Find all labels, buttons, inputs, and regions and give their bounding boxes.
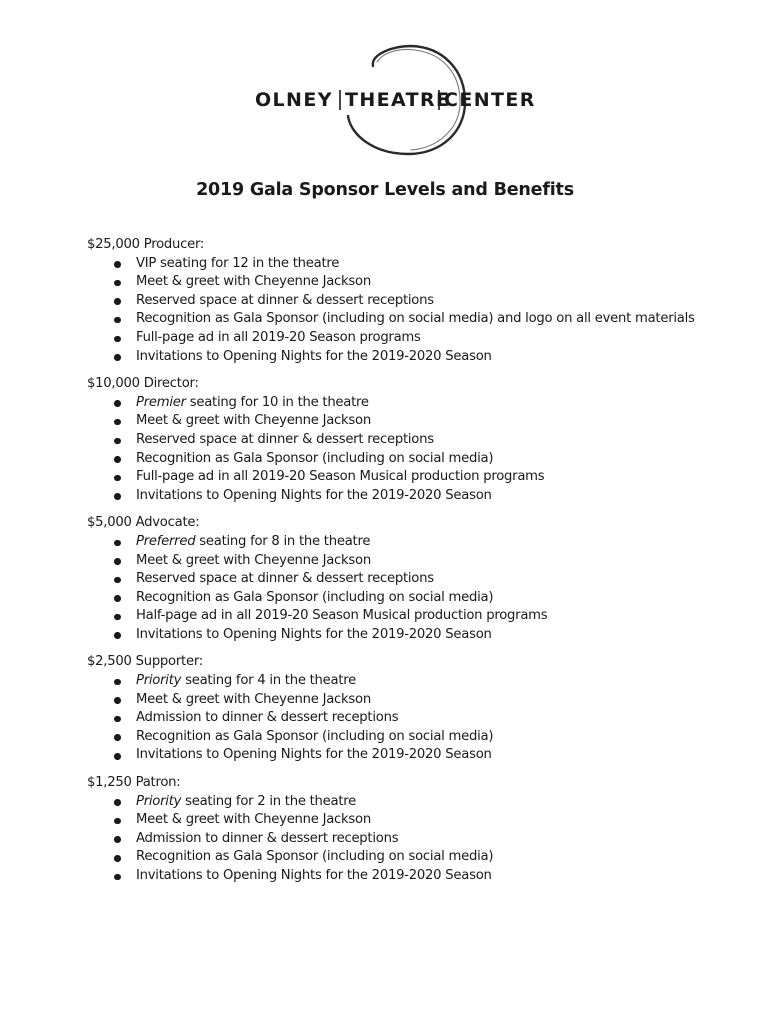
logo-word-theatre: THEATRE [345, 89, 451, 111]
sponsor-level-heading: $10,000 Director: [87, 376, 199, 392]
bullet-icon [114, 400, 121, 407]
benefit-emphasis: Priority [136, 793, 182, 809]
benefit-text: Invitations to Opening Nights for the 2019-2020 Season [136, 487, 492, 503]
benefit-text: Meet & greet with Cheyenne Jackson [136, 812, 371, 828]
benefit-item [87, 570, 757, 589]
benefit-item [87, 811, 757, 830]
benefit-item [87, 431, 757, 450]
benefit-text: Reserved space at dinner & dessert receptions [136, 571, 434, 587]
benefit-list [87, 394, 757, 506]
logo-word-center: CENTER [444, 89, 536, 111]
benefit-item [87, 450, 757, 469]
benefit-item [87, 487, 757, 506]
benefit-text: Admission to dinner & dessert receptions [136, 830, 399, 846]
benefit-item [87, 728, 757, 747]
sponsor-level [87, 653, 757, 765]
sponsor-level [87, 514, 757, 644]
benefit-item [87, 691, 757, 710]
benefit-item [87, 273, 757, 292]
bullet-icon [114, 456, 121, 463]
sponsor-level-heading: $2,500 Supporter: [87, 654, 203, 670]
bullet-icon [114, 298, 121, 305]
benefit-item [87, 292, 757, 311]
benefit-text: Meet & greet with Cheyenne Jackson [136, 274, 371, 290]
benefit-text: Full-page ad in all 2019-20 Season Musical production programs [136, 469, 545, 485]
sponsor-level-heading: $5,000 Advocate: [87, 515, 200, 531]
bullet-icon [114, 836, 121, 843]
bullet-icon [114, 336, 121, 343]
bullet-icon [114, 716, 121, 723]
bullet-icon [114, 799, 121, 806]
bullet-icon [114, 874, 121, 881]
benefit-text: Invitations to Opening Nights for the 2019-2020 Season [136, 626, 492, 642]
bullet-icon [114, 753, 121, 760]
bullet-icon [114, 354, 121, 361]
benefit-item [87, 626, 757, 645]
bullet-icon [114, 419, 121, 426]
benefit-text: Recognition as Gala Sponsor (including on social media) [136, 450, 494, 466]
benefit-text: seating for 4 in the theatre [181, 673, 357, 689]
benefit-text: Reserved space at dinner & dessert receptions [136, 292, 434, 308]
sponsor-levels [87, 236, 757, 895]
bullet-icon [114, 595, 121, 602]
bullet-icon [114, 734, 121, 741]
bullet-icon [114, 855, 121, 862]
sponsor-level [87, 774, 757, 886]
benefit-item [87, 867, 757, 886]
sponsor-level-heading: $25,000 Producer: [87, 237, 205, 252]
benefit-item [87, 830, 757, 849]
benefit-item [87, 310, 757, 329]
benefit-text: Recognition as Gala Sponsor (including on social media) and logo on all event materials [136, 311, 695, 327]
benefit-text: Meet & greet with Cheyenne Jackson [136, 413, 371, 429]
benefit-text: Meet & greet with Cheyenne Jackson [136, 552, 371, 568]
page-title: 2019 Gala Sponsor Levels and Benefits [196, 180, 574, 200]
bullet-icon [114, 558, 121, 565]
benefit-text: seating for 2 in the theatre [181, 793, 357, 809]
benefit-item [87, 746, 757, 765]
bullet-icon [114, 632, 121, 639]
benefit-text: Recognition as Gala Sponsor (including on social media) [136, 849, 494, 865]
benefit-item [87, 589, 757, 608]
benefit-list [87, 672, 757, 765]
benefit-text: seating for 8 in the theatre [195, 533, 371, 549]
benefit-item [87, 672, 757, 691]
sponsor-level [87, 375, 757, 505]
benefit-item [87, 709, 757, 728]
benefit-item [87, 394, 757, 413]
bullet-icon [114, 261, 121, 268]
bullet-icon [114, 818, 121, 825]
benefit-item [87, 468, 757, 487]
benefit-text: Recognition as Gala Sponsor (including on social media) [136, 728, 494, 744]
bullet-icon [114, 577, 121, 584]
benefit-text: Admission to dinner & dessert receptions [136, 710, 399, 726]
bullet-icon [114, 493, 121, 500]
benefit-text: Invitations to Opening Nights for the 2019-2020 Season [136, 747, 492, 763]
benefit-item [87, 552, 757, 571]
bullet-icon [114, 697, 121, 704]
benefit-item [87, 607, 757, 626]
benefit-item [87, 329, 757, 348]
bullet-icon [114, 540, 121, 547]
benefit-text: Invitations to Opening Nights for the 2019-2020 Season [136, 868, 492, 883]
benefit-list [87, 533, 757, 645]
benefit-item [87, 348, 757, 367]
olney-theatre-center-logo [255, 44, 536, 159]
benefit-text: Full-page ad in all 2019-20 Season programs [136, 329, 421, 345]
bullet-icon [114, 317, 121, 324]
bullet-icon [114, 614, 121, 621]
benefit-list [87, 793, 757, 886]
benefit-text: Invitations to Opening Nights for the 2019-2020 Season [136, 348, 492, 364]
bullet-icon [114, 679, 121, 686]
sponsor-level [87, 236, 757, 366]
benefit-item [87, 255, 757, 274]
benefit-item [87, 793, 757, 812]
benefit-text: Meet & greet with Cheyenne Jackson [136, 691, 371, 707]
bullet-icon [114, 475, 121, 482]
benefit-text: VIP seating for 12 in the theatre [136, 255, 340, 271]
benefit-emphasis: Preferred [136, 533, 196, 549]
benefit-emphasis: Priority [136, 673, 182, 689]
benefit-item [87, 533, 757, 552]
benefit-text: Reserved space at dinner & dessert receptions [136, 431, 434, 447]
benefit-list [87, 255, 757, 367]
logo-word-olney: OLNEY [255, 89, 333, 111]
benefit-item [87, 412, 757, 431]
bullet-icon [114, 438, 121, 445]
benefit-text: Recognition as Gala Sponsor (including on social media) [136, 589, 494, 605]
sponsor-level-heading: $1,250 Patron: [87, 775, 181, 791]
bullet-icon [114, 280, 121, 287]
benefit-text: Half-page ad in all 2019-20 Season Musical production programs [136, 608, 548, 624]
benefit-emphasis: Premier [136, 394, 186, 410]
benefit-item [87, 848, 757, 867]
benefit-text: seating for 10 in the theatre [185, 394, 369, 410]
